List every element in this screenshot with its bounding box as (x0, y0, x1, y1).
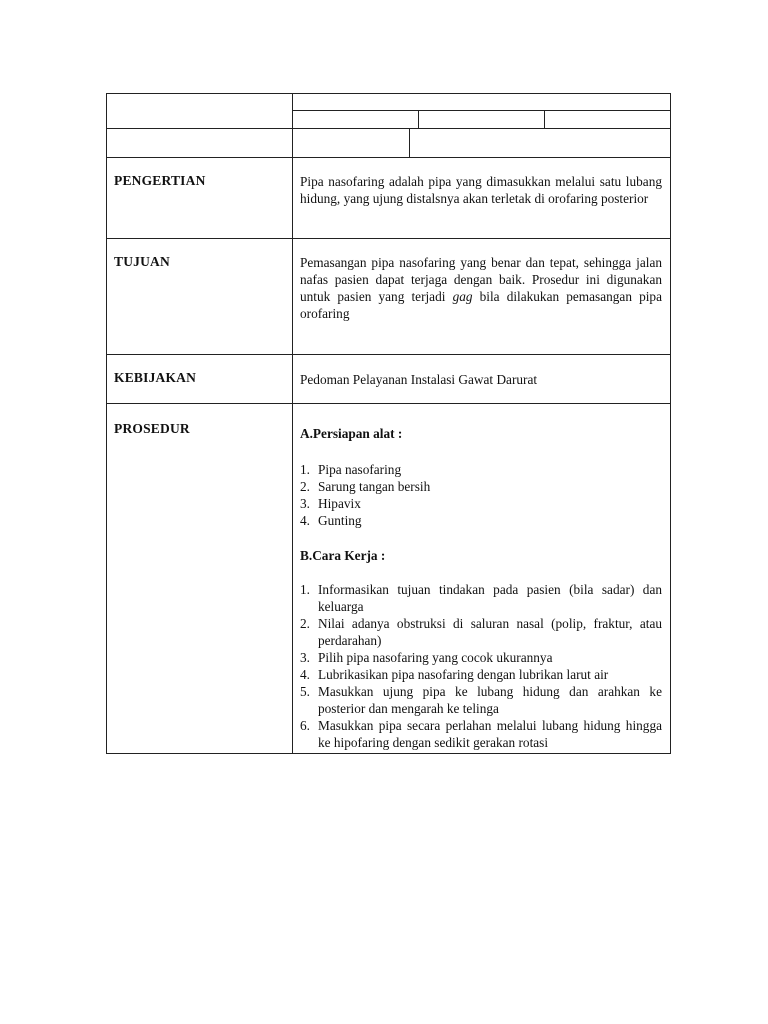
cara-kerja-item: Masukkan pipa secara perlahan melalui lubang hidung hingga ke hipofaring dengan sedikit gerakan rotasi (318, 718, 662, 750)
header-row (107, 94, 671, 129)
cara-kerja-item: Informasikan tujuan tindakan pada pasien (bila sadar) dan keluarga (318, 582, 662, 614)
header-page-cell (544, 111, 670, 129)
row-kebijakan (107, 355, 671, 404)
label-prosedur: PROSEDUR (114, 421, 190, 436)
cara-kerja-item: Lubrikasikan pipa nasofaring dengan lubrikan larut air (318, 667, 609, 682)
row-pengertian (107, 158, 671, 239)
persiapan-alat-list (300, 461, 662, 529)
header-doc-number-cell (293, 111, 419, 129)
text-tujuan (293, 239, 670, 334)
text-tujuan-part1: Pemasangan pipa nasofaring yang benar dan tepat, sehingga jalan nafas pasien dapat terjaga dengan baik. Prosedur ini digunakan untuk pasien yang terjadi (300, 255, 662, 304)
cara-kerja-title: B.Cara Kerja : (300, 548, 386, 563)
persiapan-alat-item: Gunting (318, 513, 362, 528)
cara-kerja-list (300, 581, 662, 751)
text-tujuan-italic: gag (452, 289, 473, 304)
text-pengertian: Pipa nasofaring adalah pipa yang dimasukkan melalui satu lubang hidung, yang ujung distalsnya akan terletak di orofaring posterior (300, 174, 662, 206)
persiapan-alat-item: Pipa nasofaring (318, 462, 402, 477)
header-signature-cell (410, 129, 671, 157)
cara-kerja-item: Masukkan ujung pipa ke lubang hidung dan arahkan ke posterior dan mengarah ke telinga (318, 684, 662, 716)
label-kebijakan: KEBIJAKAN (114, 370, 197, 385)
header-date-cell (293, 129, 671, 158)
label-tujuan: TUJUAN (114, 254, 170, 269)
header-logo-cell (107, 94, 293, 129)
row-tujuan (107, 239, 671, 355)
persiapan-alat-title: A.Persiapan alat : (300, 426, 403, 441)
persiapan-alat-item: Sarung tangan bersih (318, 479, 431, 494)
cara-kerja-item: Nilai adanya obstruksi di saluran nasal (polip, fraktur, atau perdarahan) (318, 616, 662, 648)
label-pengertian: PENGERTIAN (114, 173, 206, 188)
text-kebijakan: Pedoman Pelayanan Instalasi Gawat Darurat (300, 372, 538, 387)
header-row-2 (107, 129, 671, 158)
cara-kerja-item: Pilih pipa nasofaring yang cocok ukurannya (318, 650, 553, 665)
header-inner-table (293, 94, 670, 128)
header-revision-cell (419, 111, 545, 129)
header-title-area (293, 94, 670, 111)
header-sop-cell (107, 129, 293, 158)
text-tujuan-part2: bila dilakukan pemasangan pipa orofaring (300, 289, 662, 321)
header-date-issued-cell (293, 129, 410, 157)
persiapan-alat-item: Hipavix (318, 496, 361, 511)
prosedur-content (293, 404, 670, 753)
row-prosedur (107, 404, 671, 754)
header-title-cell (293, 94, 671, 129)
sop-table (106, 93, 671, 754)
